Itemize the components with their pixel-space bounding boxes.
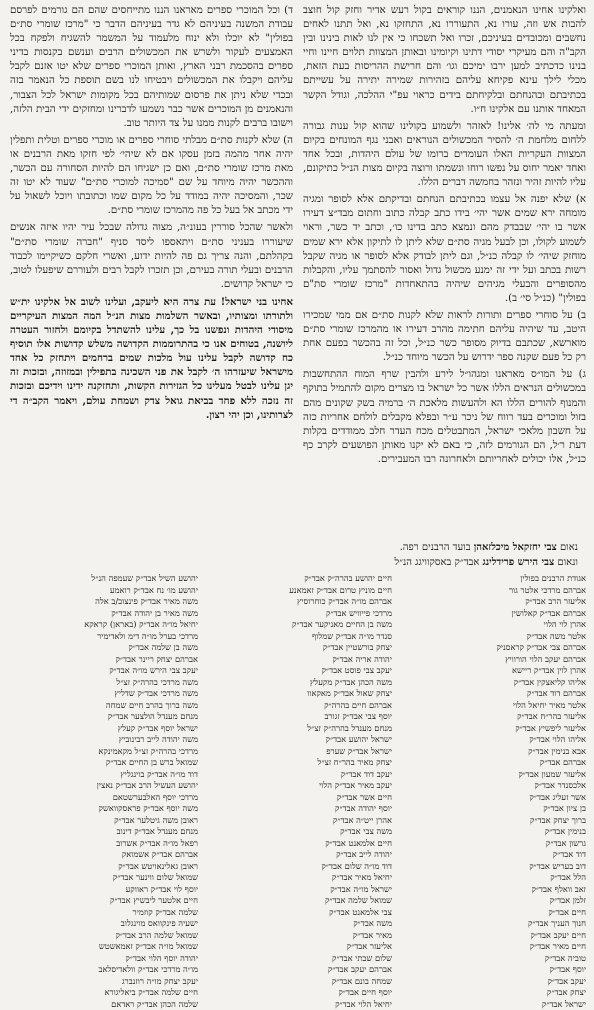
signatories-column <box>202 573 392 895</box>
signatory-name: מרדכי יוסף האלבערשטאם <box>8 792 198 804</box>
signature-line <box>18 555 578 570</box>
signatory-name: אבא בנימין אבד״ק <box>396 746 586 758</box>
signatory-name: ראובן גאלינאויטש אבד״ק <box>8 861 198 873</box>
signatory-name: שמואל מו״ה אבד״ק זאמאשטש <box>8 941 198 953</box>
signatory-name: אברהם יעקב אבד״ק <box>202 964 392 976</box>
signatory-name: משה מאיר בן יהודה אבד״ק <box>8 608 198 620</box>
signatory-name: אברהם מרדכי אלטר גור <box>396 585 586 597</box>
signatory-name: טוביה אבד״ק <box>396 953 586 965</box>
signature-label: נאום <box>560 542 578 553</box>
signatory-name: זאב וואלף אבד״ק <box>396 884 586 896</box>
signatory-name: יחיאל מאיר אבד״ק <box>202 872 392 884</box>
signatory-name: אהרן לוין אבד״ק ריישא <box>396 665 586 677</box>
signatory-name: אברהם דוד אבד״ק <box>396 688 586 700</box>
signatory-name: משה בן החיים מאניקער אבד״ק <box>202 619 392 631</box>
signature-role: בועד הרבנים רפה. <box>400 542 471 553</box>
signatory-name: יוסף יהודה אבד״ק <box>202 803 392 815</box>
signatory-name: סנדר מו״ה אבד״ק שמלוף <box>202 631 392 643</box>
signatory-name: אליעזר שמעון אבד״ק <box>396 769 586 781</box>
paragraph: ד) וכל המוכרי ספרים מאראנו הננו מתייחסים שהם הם גורמים לפרסם עבודת המשנה בעיניהם לא גדר בעיניהם הדבר כי "מרכז שומרי סת״ם בפולין" לא יוכלו ולא ינוח מלעמוד על המשמר להשגיח ולפקח בכל האמצעים לעקור ולשרש את המכשולים הרבים וענשם בקנסות בדיני ספרים בהסכמת רבני הארץ, ואותן המוכרי ספרים שלא יטו אזנם לקבל עליהם ויקבלו את המכשולים ויבטיחו לנו בשם תוספת כל הנאמר בזה ובכדי שלא ניתן את פרסום שמותיהם בכל מקומות ישראל לכל הצבור, והנאמנים מן המוכרים אשר כבר נשמעו לדברינו ומחזקים ידי הבית הלזה, וישובו ברבים לקנות ממנו על צד היותר טוב. <box>10 4 293 131</box>
signatory-name: מרדכי בהרה״ק זצ״ל מקאמינקא <box>8 746 198 758</box>
signatory-name: חיים יהושע בהרה״ק אבד״ק <box>202 573 392 585</box>
signatory-name: חיים אלמאנט אבד״ק <box>202 838 392 850</box>
signatory-name: מנחם מענדל בהרה״ק זצ״ל <box>202 723 392 735</box>
signatory-name: שמואל ברש בן החיים אבד״ק <box>8 757 198 769</box>
signatory-name: ישראל מו״ה אבד״ק <box>202 884 392 896</box>
paragraph: ואלקינו אחינו הנאמנים, הננו קוראים בקול רעש אדיר וחזק קול חוצב להבות אש וזה, עורו נא, התעוררו נא, התחזקו נא, ואל תתנו לאחים נחשבים ומכובדים בעיניכם, זכרו ואל תשכחו כי אין לנו לאות בינינו ובין הקב"ה והם מעיקרי יסודי דתינו וקיומינו ובאותן המצוות תלוים חיינו וחיי בנינו כדכתיב למען ירבו ימיכם וגו׳ והם חרישת ההריסות בעת הזאת, מכלי לילך עינא פקיחא עליהם בזהירות שמירה יתירה על עשייתם בכתיבתם ובהנחתם ובלקיחתם בידים כראוי עפ"י ההלכה, וגודל הקשר המאחד אותנו עם אלקינו ח״ו. <box>303 4 586 117</box>
signatory-name: שלמה אבד״ק קוזמיר <box>8 907 198 919</box>
signatory-name: יעקב יצחק מו״ה רוזנברג <box>8 976 198 988</box>
signatory-name: יוסף אבד״ק <box>396 964 586 976</box>
signatory-name: יהודה לייב אבד״ק <box>202 849 392 861</box>
signatory-name: אלטר מאיר יחיאל הלוי <box>396 700 586 712</box>
signatory-name: יוסף לוי אבד״ק ראווקע <box>8 884 198 896</box>
signatory-name: יצחק אבד״ק <box>396 987 586 999</box>
signature-label: ונאום <box>557 557 578 568</box>
signatory-name: משה ברוך בהרב חיים שמחה <box>8 700 198 712</box>
signatory-name: יצחק בורשטיין אבד״ק <box>202 642 392 654</box>
signatories-list <box>8 573 586 895</box>
signatory-name: אליעזר בהר״ח אבד״ק <box>396 711 586 723</box>
signatory-name: אברהם יצחק ריינר אבד״ק <box>8 654 198 666</box>
paragraph: ומעתה מי לה׳ אלינו! לאזהר ולשמוע בקולינו שהוא קול ענות גבורה ללחום מלחמת ה׳ להסיר המכשולים הנוראים ואבני נגף המונחים בקיום המצוות העקריות האלו העומדים ברומו של עולם היהדות, ובכל אחד ואחד יאמר יחוס על נפשו רוחו ונשמתו ורוצה בקיום מצות הנ״ל כתיקונם, עליו להיות זהיר ונזהר בחמשה דברים הללו. <box>303 120 586 190</box>
signatory-name: אהרן ייט״ה אבד״ק <box>202 815 392 827</box>
signatory-name: יוסף צבי אבד״ק זגורב <box>202 711 392 723</box>
signatory-name: יהושע העשיל הרב אבד״ק נאצין <box>8 780 198 792</box>
signatory-name: משה מרדכי אבד״ק שדליץ <box>8 688 198 700</box>
signature-name: צבי יחזקאל מיכלזאהן <box>474 542 557 553</box>
signatory-name: אברהם אבד״ק אשמואק <box>8 849 198 861</box>
signatory-name: יעקב צבי פוסט אבד״ק <box>202 665 392 677</box>
signatory-name: זלמן אבד״ק <box>396 895 586 907</box>
signatory-name: מרדכי בערל מו״ה דימ ולאדימיר <box>8 631 198 643</box>
signatory-name: מנחם מענדל הולצער אבד״ק <box>8 711 198 723</box>
signatory-name: ישראל יהושע אבד״ק <box>202 734 392 746</box>
signature-role: אבד״ק באסקוויגג הנ״ל <box>395 557 480 568</box>
signatory-name: חיים מאיר אבד״ק <box>396 941 586 953</box>
signatory-name: ישראל אבד״ק <box>396 999 586 1010</box>
signatory-name: ישעיה פינקוואס מוינגלוב <box>8 918 198 930</box>
signatory-name: יעקב דוד אבד״ק <box>202 769 392 781</box>
signatory-name: צבי אלמאנט אבד״ק <box>202 907 392 919</box>
signatory-name: שמואל שלמה אבד״ק <box>202 895 392 907</box>
signatory-name: חיים אבד״ק <box>396 907 586 919</box>
signatory-name: שלמה הכהן אבד״ק ראדאם <box>8 999 198 1010</box>
signatory-name: אליהו קליאצקין אבד״ק <box>396 677 586 689</box>
paragraph: ולאשר שהכל סוררין בעונ״ה, מצוה גדולה שבכל עיר יהיו איזה אנשים שיעוררו בעניני סת״ם ויתאספו ליסד סניף "חברה שומרי סת״ם" בקהלתם, והנה צריך גם פה להיות ידוע, ואשרי חלקם כשיקיימו לכבוד הרבנים ובעלי תורה בעירם, וכן תזכרו לקבל רבים ולעוררם שיפעלו לטוב, כי ישראל קדושים. <box>10 221 293 291</box>
signatory-name: ישראל יוסף אבד״ק קעלץ <box>8 723 198 735</box>
signatory-name: משה יוסף אבד״ק פראסקוואשק <box>8 803 198 815</box>
signatory-name: משה צבי אבד״ק <box>202 826 392 838</box>
signatory-name: אברהם צבי אבד״ק קראסניק <box>396 642 586 654</box>
signatory-name: חיים אשר אבד״ק <box>202 792 392 804</box>
signatory-name: יצחק מאיר בהר״ח זצ״ל <box>202 757 392 769</box>
signatory-name: דוב בעריש אבד״ק <box>396 861 586 873</box>
body-columns <box>8 4 586 536</box>
signature-block <box>18 540 578 570</box>
paragraph: ה) שלא לקנות סת״ם מבלתי סוחרי ספרים או מוכרי ספרים וטלית ותפלין יהיה אחר מהמה בזמן עסקו אם לא שיהי׳ לפי חזקו מאת הרבנים או מאת מרכז שומרי סת״ם, ואם כן ישגיחו הם להיות הסחורה עם הכשר, וההכשר יהיה מיוחד על שם "סמיכה למוכרי סת״ם" שעוד לא יטו זה שכר, והמסיכה יהיה במודד על כל מקום שמו וכתובתו ויוכל לשאול על ידי מכתב אל בעל כל פה מהמרכז שומרי סת״ם. <box>10 134 293 219</box>
paragraph: ג) על המו״ס מאראנו ומגהו״ל לירע ולהבין שרף המוח ההתחשבות במכשולים הנראים הללו אשר כל ישראל בו מצרים מקום להתמיל בתוקף והמנוף להורים הללו הא ולהעשות מלאכת ה׳ ברמיה בשק שקונים מהם בזול ומוכרים בעד רווח של ניכר ע״ר ובפלא מקבלים לולחם אחריות כזה על חשבון מלאכי ישראל, המתבטלים מכח העדר חלב ממודדים בקלות דעת ר׳ל, הם הגורמים לזה, כי באם לא יקנו מאותן הפושעים לקרב כף כנ״ל, אלו יכולים לאחריותם ולאחרונה רבו המעבירים. <box>303 368 586 467</box>
signatory-name: דוד מו״ה אבד״ק בוינגליץ <box>8 769 198 781</box>
signatory-name: אשר זעליג אבד״ק <box>396 792 586 804</box>
signatory-name: אגודת הרבנים בפולין <box>396 573 586 585</box>
signatory-name: יהושע מו׳ נח אבד״ק רואמע <box>8 585 198 597</box>
signatory-name: אליעזר הרב אבד״ק <box>396 596 586 608</box>
signatory-name: אברהם מו״ה אבד״ק כוחרוסיץ <box>202 596 392 608</box>
signatory-name: גרשון אבד״ק <box>396 838 586 850</box>
signatory-name: חיים מוניץ טרום אבד״ק זאמאנע <box>202 585 392 597</box>
signatory-name: יעקב מאיר אבד״ק הלוי <box>202 780 392 792</box>
signatory-name: אהרן לוי הלוי <box>396 619 586 631</box>
signatory-name: משה מאיר אבד״ק פינצוב/ב אלה <box>8 596 198 608</box>
paragraph: ב) על סוחרי ספרים ותורות לראות שלא לקנות סת״ם אם ממי שמכירו היטב, עד שיהיה עליהם חתימה מהרב דעירו או מהמרכז שומרי סת״ם מוארשא, שכתבם בדיוק מסופר כשר כנ״ל, וכל זה בהכשר בפעם אחת רק כל פעם שקנה ספר ידרוש על הכשר מיוחד כנ״ל. <box>303 309 586 365</box>
signatory-name: חיים אלטער ליבשיץ אבד״ק <box>8 895 198 907</box>
signatory-name: משה מרדכי בהרה״ק זצ״ל <box>8 677 198 689</box>
signatory-name: דוד מו״ה שלום אבד״ק <box>202 861 392 873</box>
signatory-name: יחיאל מו״ה אבד״ק (באראן) קראקא <box>8 619 198 631</box>
signatory-name: יהודה יוסף הלוי אבד״ק <box>8 953 198 965</box>
signatory-name: משה בן שלמה אבד״ק <box>8 642 198 654</box>
signatory-name: בנימין אבד״ק <box>396 826 586 838</box>
signatory-name: אברהם יעקב הלוי הורוויץ <box>396 654 586 666</box>
signatory-name: מו״ה מרדכי אבד״ק וולאדיסלאב <box>8 964 198 976</box>
signatory-name: מאיר אבד״ק <box>202 930 392 942</box>
signatory-name: יצחק שאול אבד״ק מאקאוו <box>202 688 392 700</box>
signatory-name: שלום שבתי אבד״ק <box>202 953 392 965</box>
signatory-name: יוסף חיים אבד״ק <box>202 987 392 999</box>
signatory-name: אברהם חיים בהרה״ק <box>202 700 392 712</box>
signatory-name: יהושע השיל אבד״ק שעמפה הנ״ל <box>8 573 198 585</box>
signatory-name: אברהם אבד״ק <box>396 757 586 769</box>
signatory-name: חיים שלמה אבד״ק ביאליגורא <box>8 987 198 999</box>
signatory-name: אליעזר ליפשיץ אבד״ק <box>396 723 586 735</box>
signatory-name: חיים יעקב אבד״ק <box>396 930 586 942</box>
signatory-name: יהודה אריה אבד״ק <box>202 654 392 666</box>
signatory-name: מנחם מענדל אבד״ק דינוב <box>8 826 198 838</box>
signatory-name: אברהם אבד״ק קאלושין <box>396 608 586 620</box>
signatory-name: אלכסנדר אבד״ק <box>396 780 586 792</box>
signatory-name: אלטר משה אבד״ק <box>396 631 586 643</box>
signatory-name: הלל אבד״ק <box>396 872 586 884</box>
signatory-name: שמואל שלום ווינער אבד״ק <box>8 872 198 884</box>
signatory-name: יעקב אבד״ק <box>396 976 586 988</box>
signatory-name: דוד אבד״ק <box>396 849 586 861</box>
signatory-name: שמחה בונם אבד״ק <box>202 976 392 988</box>
signatory-name: מרדכי פייוויש אבד״ק <box>202 608 392 620</box>
right-column <box>303 4 586 536</box>
signatory-name: ברוך יצחק אבד״ק <box>396 815 586 827</box>
signatories-column <box>396 573 586 895</box>
signatory-name: משה יהודה לייב רבינוביץ <box>8 734 198 746</box>
signatory-name: משה אבד״ק <box>202 918 392 930</box>
signatory-name: שמואל שלמה הרב אבד״ק <box>8 930 198 942</box>
signatory-name: ישראל אבד״ק שערפ <box>202 746 392 758</box>
signatory-name: אליעזר אבד״ק <box>202 941 392 953</box>
signatory-name: רפאל מו״ה אבד״ק אשרוב <box>8 838 198 850</box>
paragraph: א) שלא יפנה אל עצמו בכתיבתם הנחתם ובדיקתם אלא לסופר ומגיה מומחה ירא שמים אשר יהי׳ בידו כתב קבלה כתוב וחתום מבד״צ דעירו אשר בו יהי׳ שבבדק מהם ונמצא כתב בדינו כו׳, וכתב יד כשר, וראוי לשמוע לקולו, וכן לבעל מגיה סת״ם שלא ליתן לו לתיקון אלא ירא שמים מוחזק שיהי׳ לו קבלה כנ״ל, וגם ליתן לבודק אלא לסופר או מגיה שקבל רשות בכתב ועל ידי זה ימנע מכשול גדול ואסור להסתמך עליו, והקבלות מהסופרים והבעלי מגיהים שיהיה בהתאחדות "מרכז שומרי סת"ם בפולין" (כנ״ל סי׳ ב). <box>303 193 586 306</box>
paragraph: אחינו בני ישראל! עת צרה היא ליעקב, ועלינו לשוב אל אלקינו ית״ש ולתורתו ומצותיו, ובאשר השלמות מצות הנ״ל המה המצות העיקריים מיסודי היהדות ונפשנו בל כך, עלינו להשתדל בקיומם ולחזור העטרה ליושנה, בטוחים אנו כי בהתרוממות הקדושה משלש קדושות אלו תוסיף כח קדושה לקבל עלינו עול מלכות שמים ברחמים ויתחזק כל אחד מישראל שיעזרהו ה׳ לקבל את פני השכינה בתפילין ובמזוזה, ובזכות זה יגן עלינו לבטל מעלינו כל הגזירות הקשות, ותחזקנה ידינו וידיכם ובזכות זה נזכה ללא פחד בביאת גואל צדק ושמחת עולם, ויאמר הקב״ה די לצרותינו, וכן יהי רצון. <box>10 295 293 422</box>
left-column <box>10 4 293 536</box>
signatory-name: יעקב צבי הירש מו״ה אבד״ק <box>8 665 198 677</box>
signatories-column <box>8 573 198 895</box>
signature-line <box>18 540 578 555</box>
signatory-name: משה הכהן אבד״ק מקעלץ <box>202 677 392 689</box>
signatory-name: יחיאל הלוי אבד״ק <box>202 999 392 1010</box>
signatory-name: חנוך העניך אבד״ק <box>396 918 586 930</box>
signatory-name: ראובן משה גיטלער אבד״ק <box>8 815 198 827</box>
signature-name: צבי הירש פרידלינג <box>483 557 555 568</box>
signatory-name: אליהו הלוי אבד״ק <box>396 734 586 746</box>
signatory-name: בן ציון אבד״ק <box>396 803 586 815</box>
